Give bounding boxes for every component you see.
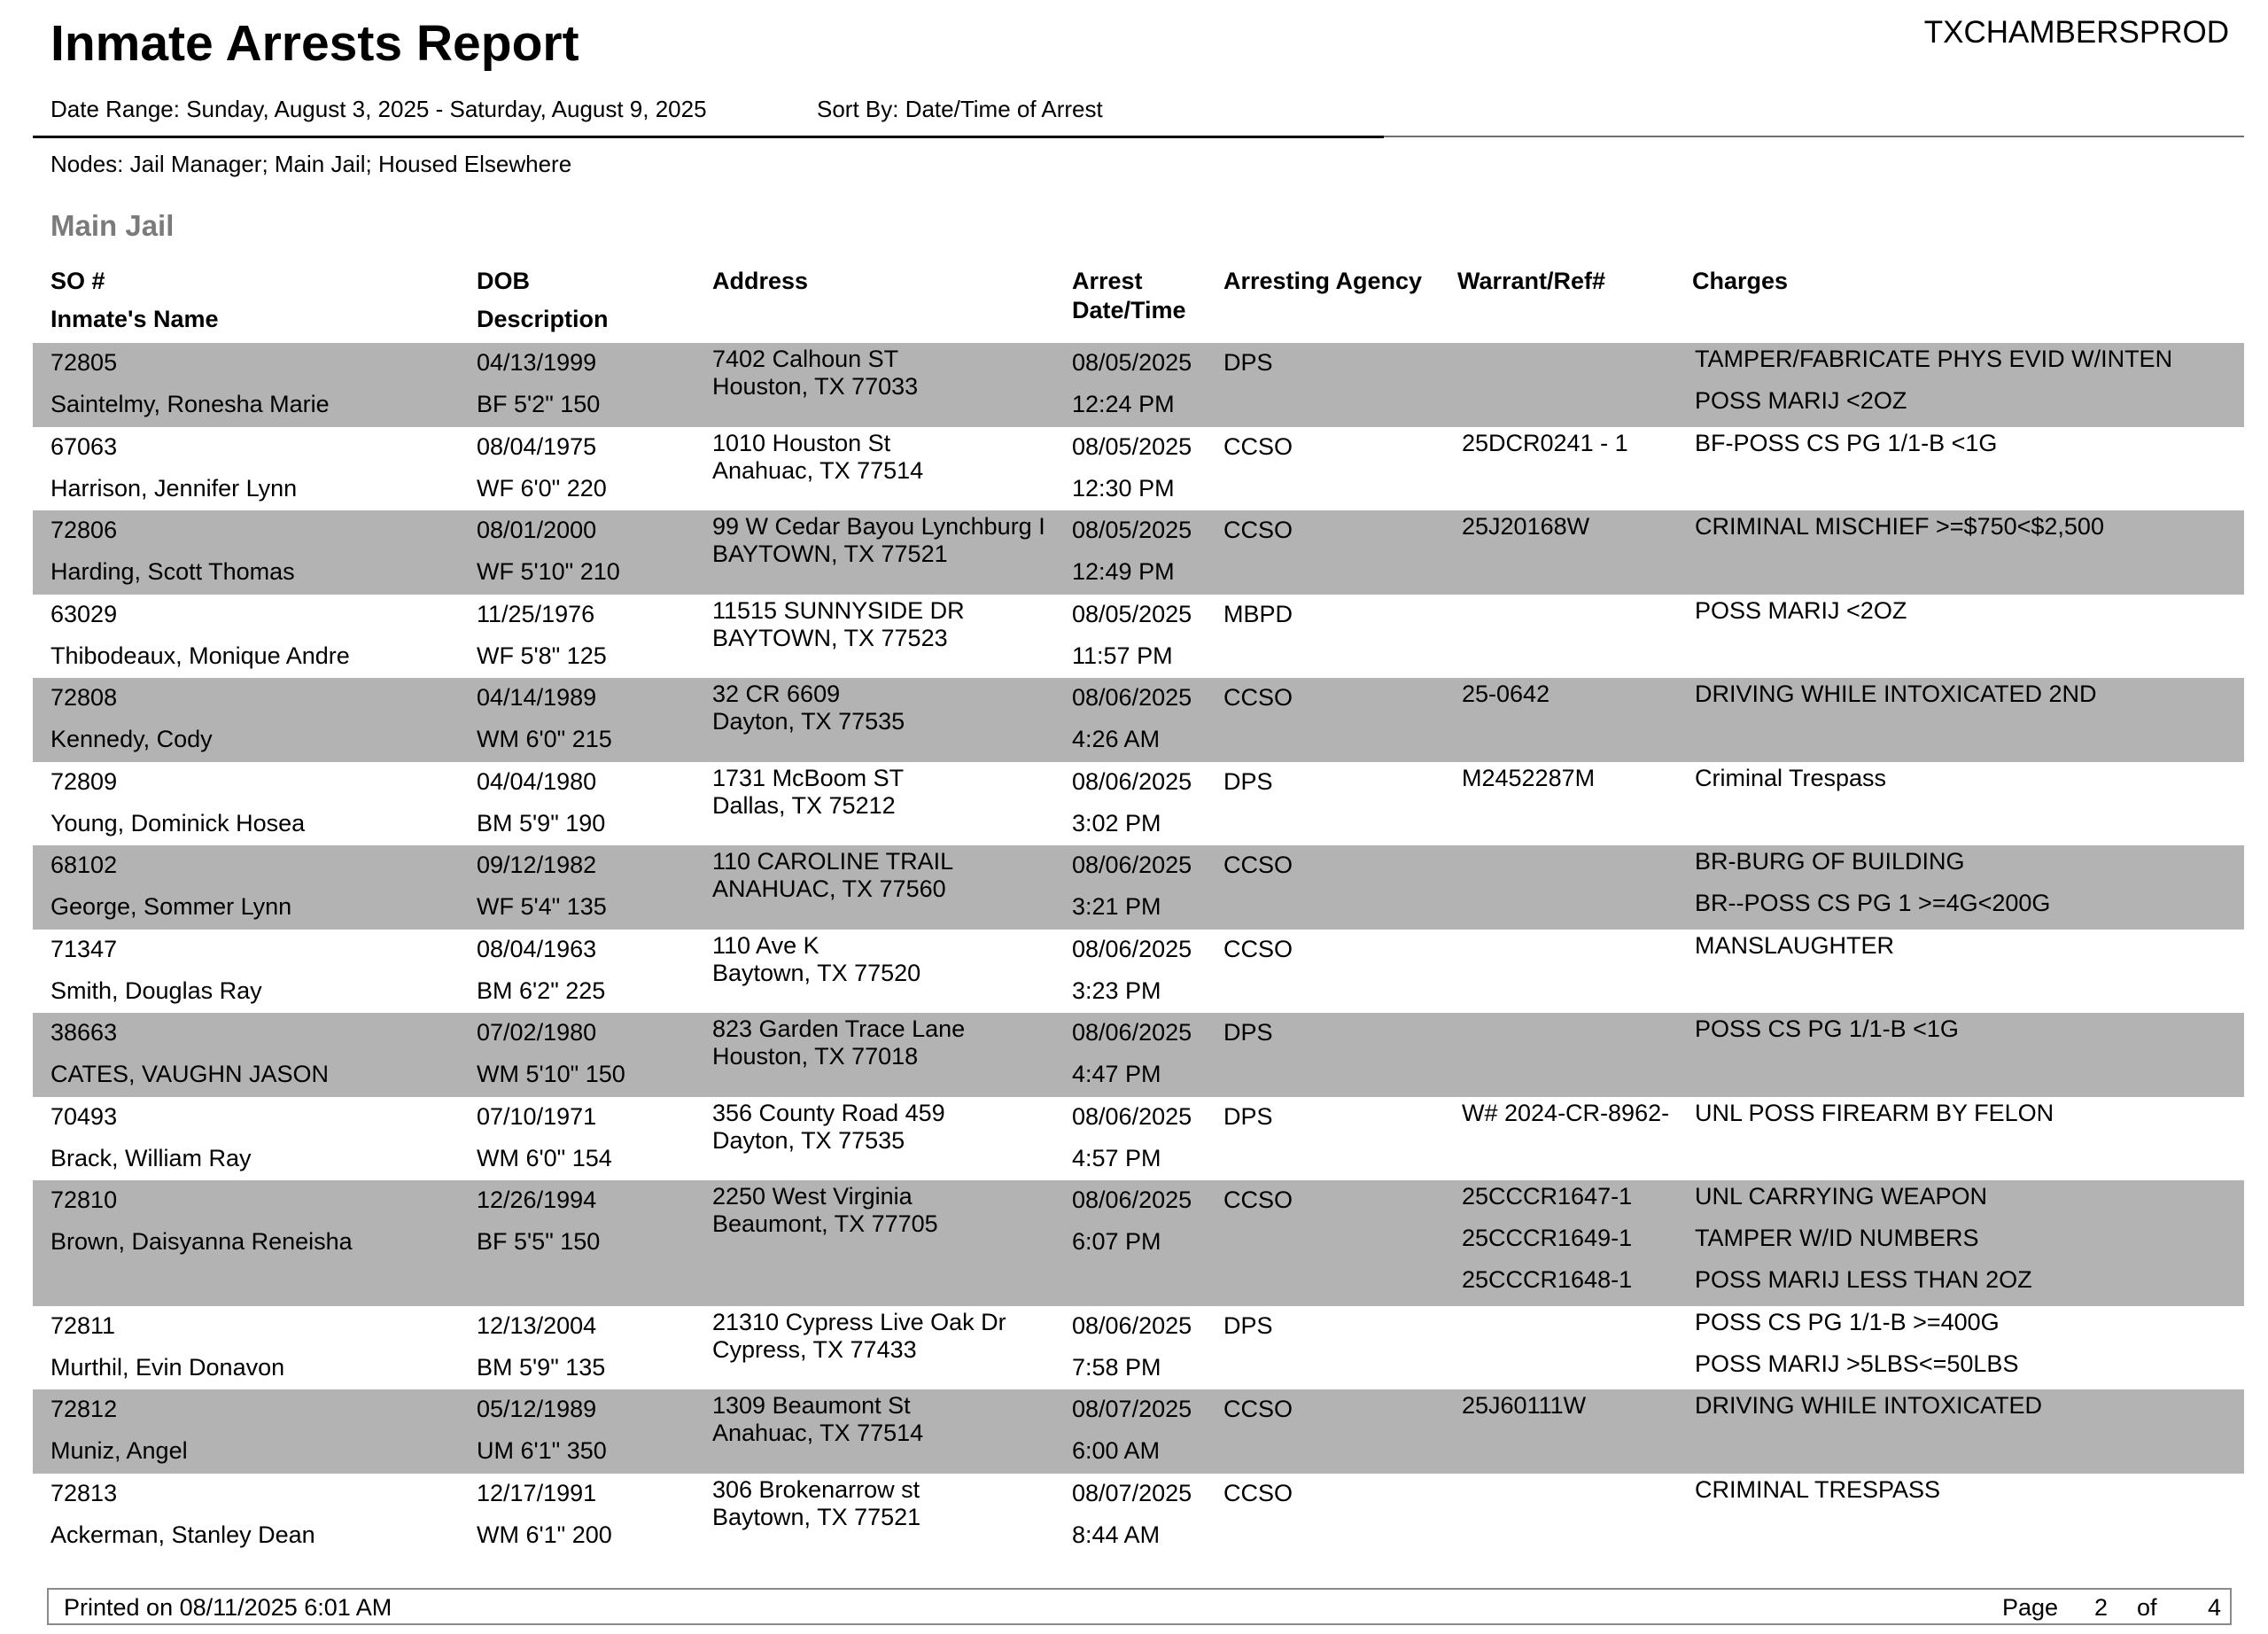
address-line2: Anahuac, TX 77514: [712, 456, 924, 484]
inmate-description: BM 5'9" 190: [477, 809, 606, 836]
address-line2: Houston, TX 77033: [712, 373, 919, 400]
arrest-time: 12:49 PM: [1072, 558, 1175, 585]
charge-item: POSS CS PG 1/1-B >=400G: [1695, 1308, 2000, 1335]
arrest-date: 08/06/2025: [1072, 1019, 1192, 1046]
inmate-so-number: 72811: [50, 1311, 116, 1339]
section-title: Main Jail: [50, 209, 175, 242]
table-row: [33, 1306, 2244, 1390]
arrest-date: 08/06/2025: [1072, 684, 1192, 711]
charge-item: CRIMINAL MISCHIEF >=$750<$2,500: [1695, 513, 2104, 540]
report-title: Inmate Arrests Report: [50, 15, 579, 72]
col-header-description: Description: [477, 306, 609, 332]
charge-item: POSS MARIJ LESS THAN 2OZ: [1695, 1266, 2032, 1293]
address-line1: 1731 McBoom ST: [712, 764, 905, 791]
inmate-dob: 07/10/1971: [477, 1102, 597, 1130]
address-line1: 306 Brokenarrow st: [712, 1475, 920, 1503]
sort-by: Sort By: Date/Time of Arrest: [817, 96, 1103, 122]
nodes-line: Nodes: Jail Manager; Main Jail; Housed Elsewhere: [50, 151, 572, 177]
arresting-agency: DPS: [1223, 1102, 1273, 1130]
inmate-name: Smith, Douglas Ray: [50, 977, 262, 1004]
arrest-time: 3:21 PM: [1072, 893, 1161, 920]
col-header-warrant: Warrant/Ref#: [1457, 268, 1606, 294]
arresting-agency: CCSO: [1223, 517, 1293, 543]
charge-item: UNL CARRYING WEAPON: [1695, 1183, 1988, 1210]
arresting-agency: CCSO: [1223, 1187, 1293, 1213]
warrant-ref: M2452287M: [1462, 764, 1596, 791]
inmate-dob: 04/04/1980: [477, 767, 597, 795]
arrest-date: 08/05/2025: [1072, 432, 1192, 460]
arrest-date: 08/07/2025: [1072, 1396, 1192, 1422]
charge-item: DRIVING WHILE INTOXICATED: [1695, 1392, 2043, 1419]
address-line2: Houston, TX 77018: [712, 1043, 919, 1070]
address-line2: Baytown, TX 77521: [712, 1503, 921, 1530]
warrant-ref: 25DCR0241 - 1: [1462, 429, 1628, 456]
inmate-dob: 07/02/1980: [477, 1019, 597, 1046]
col-header-dob: DOB: [477, 268, 530, 294]
inmate-so-number: 72808: [50, 684, 118, 711]
address-line1: 7402 Calhoun ST: [712, 346, 899, 372]
arrest-time: 4:26 AM: [1072, 726, 1161, 752]
header-rule-light: [1384, 136, 2244, 137]
address-line1: 2250 West Virginia: [712, 1183, 913, 1210]
inmate-name: Murthil, Evin Donavon: [50, 1353, 285, 1381]
col-header-address: Address: [712, 268, 809, 294]
address-line1: 21310 Cypress Live Oak Dr: [712, 1308, 1006, 1335]
charge-item: POSS CS PG 1/1-B <1G: [1695, 1015, 1959, 1042]
inmate-so-number: 63029: [50, 600, 118, 627]
arrest-date: 08/06/2025: [1072, 1311, 1192, 1339]
date-range: Date Range: Sunday, August 3, 2025 - Saturday, August 9, 2025: [50, 96, 707, 122]
charge-item: POSS MARIJ <2OZ: [1695, 596, 1907, 624]
arrest-date: 08/05/2025: [1072, 600, 1192, 627]
address-line1: 1309 Beaumont St: [712, 1392, 911, 1419]
address-line1: 356 County Road 459: [712, 1099, 945, 1126]
arrest-time: 12:24 PM: [1072, 391, 1175, 417]
inmate-description: WF 5'10" 210: [477, 558, 620, 585]
col-header-name: Inmate's Name: [50, 306, 219, 332]
table-row: [33, 1013, 2244, 1097]
charge-item: BF-POSS CS PG 1/1-B <1G: [1695, 429, 1998, 456]
charge-item: DRIVING WHILE INTOXICATED 2ND: [1695, 681, 2097, 707]
inmate-name: CATES, VAUGHN JASON: [50, 1061, 330, 1087]
col-header-arrest-datetime: Date/Time: [1072, 297, 1186, 323]
arrest-time: 4:47 PM: [1072, 1061, 1161, 1087]
inmate-description: BF 5'5" 150: [477, 1228, 601, 1255]
arrest-time: 12:30 PM: [1072, 474, 1175, 502]
charge-item: Criminal Trespass: [1695, 764, 1887, 791]
table-row: [33, 1180, 2244, 1306]
inmate-so-number: 72810: [50, 1187, 118, 1213]
charge-item: MANSLAUGHTER: [1695, 931, 1895, 959]
arresting-agency: CCSO: [1223, 935, 1293, 962]
address-line1: 32 CR 6609: [712, 681, 841, 707]
charge-item: BR--POSS CS PG 1 >=4G<200G: [1695, 890, 2051, 916]
warrant-ref: 25-0642: [1462, 681, 1550, 707]
table-row: [33, 930, 2244, 1014]
system-id: TXCHAMBERSPROD: [1923, 15, 2229, 50]
printed-on: Printed on 08/11/2025 6:01 AM: [64, 1594, 392, 1621]
address-line1: 1010 Houston St: [712, 429, 891, 456]
inmate-description: BF 5'2" 150: [477, 391, 601, 417]
arresting-agency: DPS: [1223, 1019, 1273, 1046]
warrant-ref: W# 2024-CR-8962-: [1462, 1099, 1670, 1126]
inmate-so-number: 67063: [50, 432, 118, 460]
inmate-name: Brown, Daisyanna Reneisha: [50, 1228, 353, 1255]
inmate-name: Brack, William Ray: [50, 1144, 252, 1171]
page-label: Page: [2002, 1594, 2059, 1621]
arresting-agency: DPS: [1223, 767, 1273, 795]
arrest-date: 08/06/2025: [1072, 852, 1192, 878]
inmate-description: UM 6'1" 350: [477, 1437, 607, 1464]
table-row: [33, 1389, 2244, 1474]
arrest-time: 6:07 PM: [1072, 1228, 1161, 1255]
address-line2: BAYTOWN, TX 77523: [712, 624, 948, 651]
inmate-description: WM 6'0" 154: [477, 1144, 612, 1171]
arresting-agency: DPS: [1223, 1311, 1273, 1339]
address-line2: Dayton, TX 77535: [712, 1126, 905, 1154]
header-rule: [33, 136, 1384, 138]
arrest-time: 11:57 PM: [1072, 642, 1173, 669]
address-line1: 110 CAROLINE TRAIL: [712, 848, 954, 875]
address-line2: BAYTOWN, TX 77521: [712, 541, 948, 567]
arrest-date: 08/06/2025: [1072, 935, 1192, 962]
inmate-dob: 12/17/1991: [477, 1479, 597, 1506]
table-row: [33, 343, 2244, 427]
inmate-description: WM 5'10" 150: [477, 1061, 625, 1087]
charge-item: UNL POSS FIREARM BY FELON: [1695, 1099, 2054, 1126]
inmate-description: WM 6'1" 200: [477, 1521, 612, 1548]
inmate-name: Ackerman, Stanley Dean: [50, 1521, 315, 1548]
arrest-date: 08/07/2025: [1072, 1479, 1192, 1506]
page-total: 4: [2208, 1594, 2222, 1621]
address-line2: Anahuac, TX 77514: [712, 1420, 924, 1446]
inmate-so-number: 68102: [50, 852, 118, 878]
col-header-so: SO #: [50, 268, 105, 294]
inmate-dob: 08/04/1975: [477, 432, 597, 460]
address-line1: 99 W Cedar Bayou Lynchburg I: [712, 513, 1045, 540]
inmate-dob: 08/04/1963: [477, 935, 597, 962]
col-header-charges: Charges: [1692, 268, 1789, 294]
charge-item: BR-BURG OF BUILDING: [1695, 848, 1965, 875]
inmate-so-number: 38663: [50, 1019, 118, 1046]
arrest-date: 08/06/2025: [1072, 1187, 1192, 1213]
inmate-name: Thibodeaux, Monique Andre: [50, 642, 350, 669]
inmate-dob: 11/25/1976: [477, 600, 595, 627]
address-line2: Dayton, TX 77535: [712, 708, 905, 735]
charge-item: CRIMINAL TRESPASS: [1695, 1475, 1941, 1503]
inmate-dob: 12/13/2004: [477, 1311, 597, 1339]
inmate-description: WF 5'8" 125: [477, 642, 607, 669]
charge-item: TAMPER W/ID NUMBERS: [1695, 1225, 1979, 1251]
inmate-name: Muniz, Angel: [50, 1437, 188, 1464]
inmate-so-number: 71347: [50, 935, 118, 962]
inmate-so-number: 72806: [50, 517, 118, 543]
table-row: [33, 762, 2244, 846]
inmate-dob: 12/26/1994: [477, 1187, 597, 1213]
inmate-name: Harrison, Jennifer Lynn: [50, 474, 298, 502]
inmate-name: Young, Dominick Hosea: [50, 809, 306, 836]
charge-item: POSS MARIJ <2OZ: [1695, 387, 1907, 414]
warrant-ref: 25CCCR1647-1: [1462, 1183, 1633, 1210]
warrant-ref: 25J60111W: [1462, 1392, 1587, 1419]
arrest-date: 08/06/2025: [1072, 767, 1192, 795]
arrest-date: 08/05/2025: [1072, 517, 1192, 543]
arrest-time: 7:58 PM: [1072, 1353, 1161, 1381]
address-line1: 110 Ave K: [712, 931, 819, 959]
inmate-so-number: 70493: [50, 1102, 118, 1130]
charge-item: TAMPER/FABRICATE PHYS EVID W/INTEN: [1695, 346, 2173, 372]
inmate-so-number: 72813: [50, 1479, 118, 1506]
inmate-dob: 09/12/1982: [477, 852, 597, 878]
arrest-table: [33, 343, 2244, 1557]
warrant-ref: 25J20168W: [1462, 513, 1590, 540]
page-number: 2: [2094, 1594, 2109, 1621]
arresting-agency: CCSO: [1223, 852, 1293, 878]
table-row: [33, 845, 2244, 930]
inmate-description: WM 6'0" 215: [477, 726, 612, 752]
warrant-ref: 25CCCR1649-1: [1462, 1225, 1633, 1251]
arrest-time: 3:23 PM: [1072, 977, 1161, 1004]
col-header-agency: Arresting Agency: [1223, 268, 1423, 294]
address-line2: ANAHUAC, TX 77560: [712, 875, 946, 902]
inmate-dob: 04/13/1999: [477, 349, 597, 376]
arrest-date: 08/05/2025: [1072, 349, 1192, 376]
table-row: [33, 510, 2244, 595]
arrest-date: 08/06/2025: [1072, 1102, 1192, 1130]
table-row: [33, 1474, 2244, 1558]
arresting-agency: MBPD: [1223, 600, 1293, 627]
table-row: [33, 427, 2244, 511]
arrest-time: 6:00 AM: [1072, 1437, 1161, 1464]
inmate-description: BM 6'2" 225: [477, 977, 606, 1004]
inmate-dob: 08/01/2000: [477, 517, 597, 543]
table-row: [33, 678, 2244, 762]
address-line2: Dallas, TX 75212: [712, 791, 896, 819]
inmate-dob: 05/12/1989: [477, 1396, 597, 1422]
arresting-agency: CCSO: [1223, 1479, 1293, 1506]
inmate-name: Saintelmy, Ronesha Marie: [50, 391, 330, 417]
arresting-agency: CCSO: [1223, 684, 1293, 711]
inmate-so-number: 72805: [50, 349, 118, 376]
inmate-so-number: 72809: [50, 767, 118, 795]
arresting-agency: CCSO: [1223, 432, 1293, 460]
inmate-description: WF 6'0" 220: [477, 474, 607, 502]
arresting-agency: DPS: [1223, 349, 1273, 376]
inmate-name: Harding, Scott Thomas: [50, 558, 295, 585]
arrest-time: 8:44 AM: [1072, 1521, 1161, 1548]
warrant-ref: 25CCCR1648-1: [1462, 1266, 1633, 1293]
inmate-dob: 04/14/1989: [477, 684, 597, 711]
table-row: [33, 1097, 2244, 1181]
address-line2: Cypress, TX 77433: [712, 1335, 917, 1363]
inmate-description: WF 5'4" 135: [477, 893, 607, 920]
col-header-arrest: Arrest: [1072, 268, 1143, 294]
address-line1: 11515 SUNNYSIDE DR: [712, 596, 965, 624]
page-of-label: of: [2137, 1594, 2157, 1621]
inmate-description: BM 5'9" 135: [477, 1353, 606, 1381]
inmate-so-number: 72812: [50, 1396, 118, 1422]
arrest-time: 3:02 PM: [1072, 809, 1161, 836]
charge-item: POSS MARIJ >5LBS<=50LBS: [1695, 1350, 2019, 1377]
inmate-name: Kennedy, Cody: [50, 726, 213, 752]
address-line1: 823 Garden Trace Lane: [712, 1015, 966, 1042]
address-line2: Beaumont, TX 77705: [712, 1210, 938, 1237]
address-line2: Baytown, TX 77520: [712, 959, 921, 986]
table-row: [33, 595, 2244, 679]
arresting-agency: CCSO: [1223, 1396, 1293, 1422]
inmate-name: George, Sommer Lynn: [50, 893, 292, 920]
arrest-time: 4:57 PM: [1072, 1144, 1161, 1171]
